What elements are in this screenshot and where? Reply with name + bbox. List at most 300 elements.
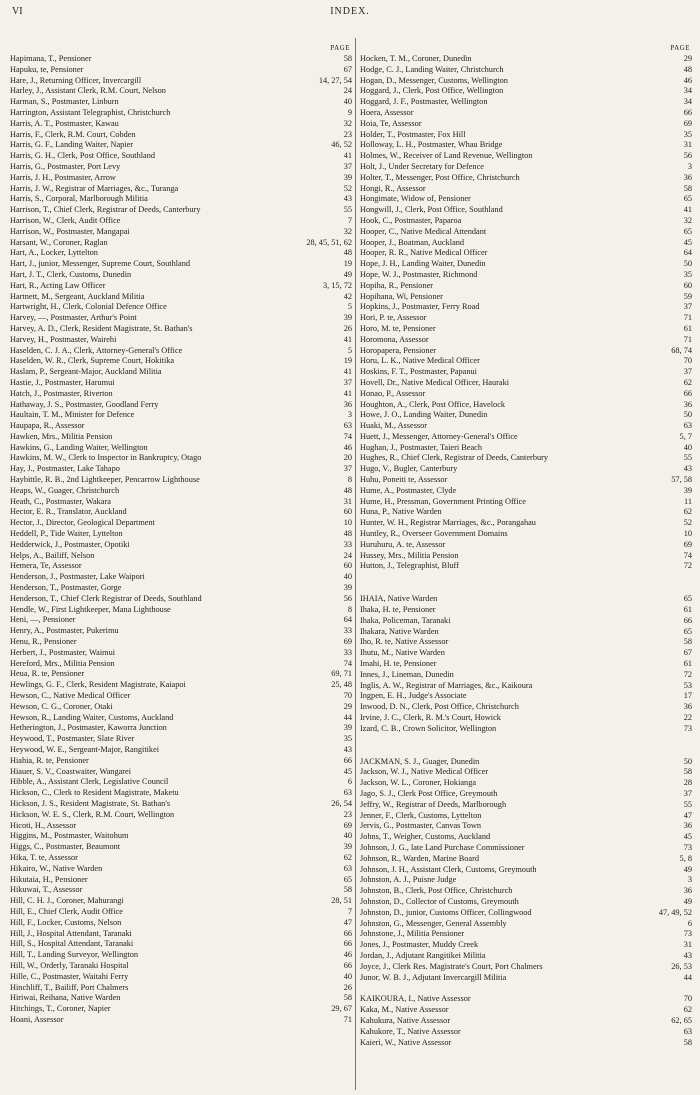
entry-page: 31	[683, 940, 692, 950]
entry-name: Hart, A., Locker, Lyttelton	[10, 248, 98, 258]
entry-page: 6	[347, 777, 352, 787]
entry-page: 63	[343, 788, 352, 798]
entry-page: 49	[343, 269, 352, 279]
entry-name: Haslam, P., Sergeant-Major, Auckland Militia	[10, 367, 162, 377]
entry-name: KAIKOURA, I., Native Assessor	[360, 994, 471, 1004]
index-entry	[10, 615, 352, 626]
index-entry	[10, 972, 352, 983]
index-entry	[360, 919, 692, 930]
index-entry	[10, 659, 352, 670]
entry-page: 39	[683, 485, 692, 495]
entry-page: 34	[683, 86, 692, 96]
entry-page: 52	[343, 183, 352, 193]
index-entry	[360, 681, 692, 692]
entry-page: 72	[683, 561, 692, 571]
page-header	[0, 6, 700, 22]
index-entry	[360, 238, 692, 249]
entry-page: 25, 48	[331, 680, 352, 690]
entry-name: Heywood, W. E., Sergeant-Major, Rangitikei	[10, 745, 160, 754]
index-entry	[10, 993, 352, 1004]
index-entry	[10, 961, 352, 972]
entry-page: 37	[683, 367, 692, 377]
index-entry	[10, 734, 352, 745]
index-entry	[360, 594, 692, 605]
entry-name: Hawken, Mrs., Militia Pension	[10, 431, 113, 441]
index-entry	[10, 65, 352, 76]
entry-name: Irvine, J. C., Clerk, R. M.'s Court, Howick	[360, 713, 501, 723]
index-entry	[360, 65, 692, 76]
entry-name: Henderson, T., Postmaster, Gorge	[10, 583, 122, 593]
entry-name: Johnston, A. J., Puisne Judge	[360, 875, 457, 885]
index-entry	[10, 400, 352, 411]
index-entry	[360, 140, 692, 151]
index-entry	[360, 670, 692, 681]
index-entry	[360, 453, 692, 464]
entry-page: 67	[343, 64, 352, 74]
index-entry	[10, 648, 352, 659]
entry-name: Holt, J., Under Secretary for Defence	[360, 161, 484, 171]
entry-name: Hovell, Dr., Native Medical Officer, Hauraki	[360, 377, 510, 387]
entry-page: 74	[683, 550, 692, 560]
entry-name: Haybittle, R. B., 2nd Lightkeeper, Pencarrow Lighthouse	[10, 475, 200, 485]
index-entry	[360, 875, 692, 886]
entry-page: 47	[683, 810, 692, 820]
index-entry	[10, 626, 352, 637]
entry-page: 70	[343, 691, 352, 701]
entry-page: 43	[683, 950, 692, 960]
entry-name: Hastie, J., Postmaster, Harumui	[10, 377, 115, 387]
entry-name: Honao, P., Assessor	[360, 388, 426, 398]
entry-name: Holder, T., Postmaster, Fox Hill	[360, 129, 466, 139]
entry-page: 10	[683, 529, 692, 539]
entry-page: 19	[343, 356, 352, 366]
index-entry	[10, 551, 352, 562]
entry-page: 39	[343, 583, 352, 593]
entry-name: Hitchings, T., Coroner, Napier	[10, 1004, 111, 1014]
index-entry	[360, 432, 692, 443]
entry-page: 42	[343, 291, 352, 301]
entry-name: Hartnett, M., Sergeant, Auckland Militia	[10, 291, 145, 301]
entry-name: Heywood, T., Postmaster, Slate River	[10, 734, 135, 744]
entry-page: 6	[687, 918, 692, 928]
entry-page: 70	[683, 356, 692, 366]
index-entry	[360, 486, 692, 497]
index-entry	[10, 367, 352, 378]
entry-page: 73	[683, 723, 692, 733]
entry-page: 40	[343, 97, 352, 107]
entry-page: 44	[683, 972, 692, 982]
index-entry	[360, 248, 692, 259]
index-entry	[10, 756, 352, 767]
entry-page: 26	[343, 323, 352, 333]
entry-name: Harrison, T., Chief Clerk, Registrar of Deeds, Canterbury	[10, 205, 201, 215]
index-entry	[360, 1027, 692, 1038]
entry-name: Iho, R. te, Native Assessor	[360, 637, 449, 647]
entry-name: Hill, S., Hospital Attendant, Taranaki	[10, 939, 134, 949]
index-entry	[360, 119, 692, 130]
entry-page: 28, 51	[331, 896, 352, 906]
index-entry	[360, 551, 692, 562]
index-entry	[10, 443, 352, 454]
entry-name: Hawkins, M. W., Clerk to Inspector in Bankruptcy, Otago	[10, 453, 202, 463]
index-entry	[360, 97, 692, 108]
index-entry	[360, 973, 692, 984]
entry-page: 62	[683, 377, 692, 387]
entry-name: Horo, M. te, Pensioner	[360, 323, 436, 333]
entry-page: 56	[343, 593, 352, 603]
entry-name: Hill, E., Chief Clerk, Audit Office	[10, 906, 123, 916]
index-entry	[10, 346, 352, 357]
entry-name: Hill, J., Hospital Attendant, Taranaki	[10, 928, 132, 938]
index-entry	[10, 680, 352, 691]
index-entry	[360, 929, 692, 940]
index-entry	[360, 259, 692, 270]
entry-page: 40	[343, 572, 352, 582]
index-entry	[10, 292, 352, 303]
entry-page: 36	[683, 172, 692, 182]
entry-page: 37	[343, 377, 352, 387]
entry-name: Hiriwai, Reihana, Native Warden	[10, 993, 121, 1003]
entry-name: Joyce, J., Clerk Res. Magistrate's Court, Port Chalmers	[360, 961, 543, 971]
index-entry	[10, 821, 352, 832]
entry-name: Junor, W. B. J., Adjutant Invercargill Militia	[360, 972, 507, 982]
entry-name: Huhu, Poneiti te, Assessor	[360, 475, 448, 485]
entry-page: 50	[683, 756, 692, 766]
entry-page: 66	[683, 388, 692, 398]
entry-name: Hopiha, R., Pensioner	[360, 280, 434, 290]
index-entry	[360, 1016, 692, 1027]
entry-page: 48	[343, 485, 352, 495]
entry-page: 70	[683, 994, 692, 1004]
entry-page: 43	[683, 464, 692, 474]
entry-name: Hugo, V., Bugler, Canterbury	[360, 464, 458, 474]
index-entry	[10, 486, 352, 497]
entry-page: 55	[683, 453, 692, 463]
entry-page: 28	[683, 778, 692, 788]
index-entry	[10, 76, 352, 87]
index-entry	[360, 886, 692, 897]
index-entry	[360, 789, 692, 800]
entry-page: 45	[343, 766, 352, 776]
index-entry	[360, 811, 692, 822]
entry-name: IHAIA, Native Warden	[360, 594, 438, 604]
index-entry	[360, 475, 692, 486]
index-entry	[360, 367, 692, 378]
index-entry	[10, 637, 352, 648]
index-entry	[360, 421, 692, 432]
entry-name: Horomona, Assessor	[360, 334, 429, 344]
entry-page: 37	[683, 302, 692, 312]
index-entry	[360, 940, 692, 951]
entry-page: 65	[683, 594, 692, 604]
entry-name: Henu, R., Pensioner	[10, 637, 77, 647]
entry-page: 3	[687, 875, 692, 885]
entry-name: Horopapera, Pensioner	[360, 345, 437, 355]
index-entry	[10, 885, 352, 896]
entry-page: 66	[683, 107, 692, 117]
entry-page: 14, 27, 54	[318, 75, 352, 85]
index-entry	[360, 378, 692, 389]
index-entry	[360, 54, 692, 65]
index-entry	[10, 151, 352, 162]
entry-page: 66	[343, 755, 352, 765]
index-entry	[360, 637, 692, 648]
entry-name: Jenner, F., Clerk, Customs, Lyttelton	[360, 810, 482, 820]
entry-name: JACKMAN, S. J., Guager, Dunedin	[360, 756, 480, 766]
index-entry	[10, 777, 352, 788]
entry-page: 41	[343, 334, 352, 344]
entry-name: Hawkins, G., Landing Waiter, Wellington	[10, 442, 148, 452]
entry-name: Hope, J. H., Landing Waiter, Dunedin	[360, 259, 486, 269]
entry-page: 32	[343, 118, 352, 128]
entry-name: Johnston, G., Messenger, General Assembly	[360, 918, 507, 928]
index-entry	[360, 1038, 692, 1049]
entry-page: 29, 67	[331, 1004, 352, 1014]
entry-name: Hume, H., Pressman, Government Printing Office	[360, 496, 526, 506]
entry-page: 39	[343, 172, 352, 182]
entry-name: Hewson, R., Landing Waiter, Customs, Auckland	[10, 712, 174, 722]
entry-page: 55	[343, 205, 352, 215]
entry-page: 26	[343, 982, 352, 992]
index-entry	[10, 54, 352, 65]
entry-name: Huruhuru, A. te, Assessor	[360, 539, 446, 549]
entry-name: Johnston, B., Clerk, Post Office, Christchurch	[360, 886, 513, 896]
entry-page: 35	[343, 734, 352, 744]
entry-name: Huntley, R., Overseer Government Domains	[360, 529, 508, 539]
entry-page: 46	[683, 75, 692, 85]
entry-name: Hume, A., Postmaster, Clyde	[360, 485, 457, 495]
index-entry	[10, 140, 352, 151]
index-entry	[360, 410, 692, 421]
entry-name: Johns, T., Weigher, Customs, Auckland	[360, 832, 491, 842]
index-entry	[360, 356, 692, 367]
entry-page: 23	[343, 129, 352, 139]
index-entry	[10, 378, 352, 389]
entry-name: Johnson, J. H., Assistant Clerk, Customs, Greymouth	[360, 864, 537, 874]
index-entry	[360, 130, 692, 141]
entry-name: Ihakara, Native Warden	[360, 626, 439, 636]
entry-page: 52	[683, 518, 692, 528]
index-entry	[10, 162, 352, 173]
entry-name: Hook, C., Postmaster, Paparoa	[360, 215, 462, 225]
entry-name: Ihaka, Policeman, Taranaki	[360, 615, 451, 625]
index-entry	[10, 356, 352, 367]
entry-page: 58	[343, 54, 352, 63]
entry-page: 74	[343, 431, 352, 441]
entry-page: 69	[683, 539, 692, 549]
index-entry	[10, 194, 352, 205]
entry-page: 5	[347, 302, 352, 312]
index-entry	[10, 259, 352, 270]
index-entry	[360, 281, 692, 292]
entry-name: Jago, S. J., Clerk Post Office, Greymouth	[360, 789, 498, 798]
entry-name: Harley, J., Assistant Clerk, R.M. Court, Nelson	[10, 86, 166, 96]
entry-name: Harvey, A. D., Clerk, Resident Magistrate, St. Bathan's	[10, 323, 193, 333]
index-entry	[10, 572, 352, 583]
index-entry	[10, 702, 352, 713]
index-entry	[10, 853, 352, 864]
entry-page: 72	[683, 669, 692, 679]
index-entry	[10, 1015, 352, 1026]
entry-page: 58	[683, 637, 692, 647]
index-entry	[360, 865, 692, 876]
entry-page: 69	[343, 820, 352, 830]
index-entry	[10, 939, 352, 950]
index-entry	[10, 216, 352, 227]
entry-name: Hickson, W. E. S., Clerk, R.M. Court, Wellington	[10, 809, 175, 819]
entry-page: 66	[343, 939, 352, 949]
index-entry	[360, 854, 692, 865]
entry-name: Hopihana, Wi, Pensioner	[360, 291, 443, 301]
entry-name: Howe, J. O., Landing Waiter, Dunedin	[360, 410, 488, 420]
entry-page: 35	[683, 269, 692, 279]
entry-page: 48	[343, 529, 352, 539]
entry-name: Jordan, J., Adjutant Rangitikei Militia	[360, 950, 486, 960]
entry-name: Harrison, W., Postmaster, Mangapai	[10, 226, 130, 236]
entry-name: Hapimana, T., Pensioner	[10, 54, 92, 63]
entry-page: 41	[683, 205, 692, 215]
index-entry	[360, 497, 692, 508]
entry-name: Heni, —, Pensioner	[10, 615, 76, 625]
index-entry	[360, 529, 692, 540]
entry-page: 7	[347, 906, 352, 916]
index-entry	[10, 1004, 352, 1015]
entry-name: Hope, W. J., Postmaster, Richmond	[360, 269, 478, 279]
entry-name: Hill, W., Orderly, Taranaki Hospital	[10, 960, 129, 970]
entry-page: 3	[347, 410, 352, 420]
entry-name: Harvey, —, Postmaster, Arthur's Point	[10, 313, 137, 323]
entry-page: 23	[343, 809, 352, 819]
index-entry	[10, 918, 352, 929]
entry-name: Hoggard, J. F., Postmaster, Wellington	[360, 97, 488, 107]
entry-name: Hika, T. te, Assessor	[10, 852, 78, 862]
index-entry	[360, 897, 692, 908]
index-entry	[10, 389, 352, 400]
entry-page: 62, 65	[671, 1015, 692, 1025]
entry-page: 17	[683, 691, 692, 701]
entry-name: Herbert, J., Postmaster, Waimui	[10, 647, 116, 657]
entry-name: Heath, C., Postmaster, Wakara	[10, 496, 111, 506]
index-entry	[360, 162, 692, 173]
index-entry	[10, 497, 352, 508]
entry-page: 47	[343, 917, 352, 927]
entry-page: 60	[343, 507, 352, 517]
entry-name: Hill, C. H. J., Coroner, Mahurangi	[10, 896, 124, 906]
section-gap	[360, 572, 692, 583]
index-entry	[360, 713, 692, 724]
index-entry	[360, 616, 692, 627]
entry-page: 58	[343, 885, 352, 895]
entry-page: 22	[683, 713, 692, 723]
entry-name: Johnston, D., Collector of Customs, Greymouth	[360, 896, 519, 906]
entry-name: Hicoti, H., Assessor	[10, 820, 77, 830]
entry-name: Hiauer, S. V., Coastwaiter, Wangarei	[10, 766, 132, 776]
entry-page: 69	[343, 637, 352, 647]
entry-page: 73	[683, 929, 692, 939]
entry-page: 28, 45, 51, 62	[306, 237, 352, 247]
index-entry	[360, 216, 692, 227]
entry-name: Jeffry, W., Registrar of Deeds, Marlborough	[360, 799, 507, 809]
section-gap	[360, 746, 692, 757]
index-entry	[360, 302, 692, 313]
entry-page: 71	[343, 1014, 352, 1024]
entry-name: Harris, G. F., Landing Waiter, Napier	[10, 140, 134, 150]
entry-page: 32	[343, 226, 352, 236]
index-entry	[10, 605, 352, 616]
entry-name: Kaka, M., Native Assessor	[360, 1005, 449, 1015]
entry-name: Jackson, W. L., Coroner, Hokianga	[360, 778, 477, 788]
index-entry	[360, 400, 692, 411]
entry-page: 58	[683, 1037, 692, 1047]
index-entry	[10, 810, 352, 821]
entry-page: 58	[343, 993, 352, 1003]
index-entry	[10, 896, 352, 907]
entry-page: 46	[343, 950, 352, 960]
index-entry	[10, 507, 352, 518]
index-entry	[360, 843, 692, 854]
entry-page: 32	[683, 215, 692, 225]
entry-name: Haupapa, R., Assessor	[10, 421, 85, 431]
entry-page: 60	[683, 280, 692, 290]
entry-name: Ingpen, E. H., Judge's Associate	[360, 691, 467, 701]
index-entry	[10, 97, 352, 108]
entry-page: 62	[683, 507, 692, 517]
entry-page: 66	[343, 928, 352, 938]
entry-page: 29	[683, 54, 692, 63]
index-entry	[360, 270, 692, 281]
entry-name: Jervis, G., Postmaster, Canvas Town	[360, 821, 482, 831]
index-entry	[10, 983, 352, 994]
index-entry	[10, 421, 352, 432]
entry-name: Hinchliff, T., Bailiff, Port Chalmers	[10, 982, 129, 992]
index-entry	[10, 929, 352, 940]
index-entry	[10, 86, 352, 97]
index-entry	[10, 324, 352, 335]
entry-name: Higgs, C., Postmaster, Beaumont	[10, 842, 121, 852]
entry-name: Hogan, D., Messenger, Customs, Wellington	[360, 75, 508, 85]
entry-name: Haselden, W. R., Clerk, Supreme Court, Hokitika	[10, 356, 175, 366]
entry-name: Harsant, W., Coroner, Raglan	[10, 237, 108, 247]
index-entry	[360, 108, 692, 119]
entry-page: 5, 8	[679, 853, 692, 863]
entry-page: 71	[683, 313, 692, 323]
entry-page: 69	[683, 118, 692, 128]
index-entry	[360, 507, 692, 518]
index-entry	[360, 659, 692, 670]
entry-page: 9	[347, 107, 352, 117]
entry-page: 36	[683, 399, 692, 409]
entry-page: 68, 74	[671, 345, 692, 355]
index-entry	[360, 702, 692, 713]
entry-page: 39	[343, 723, 352, 733]
entry-page: 33	[343, 539, 352, 549]
index-entry	[360, 778, 692, 789]
entry-name: Imahi, H. te, Pensioner	[360, 659, 437, 669]
entry-name: Henderson, T., Chief Clerk Registrar of Deeds, Southland	[10, 593, 202, 603]
entry-name: Hodge, C. J., Landing Waiter, Christchurch	[360, 64, 504, 74]
entry-page: 63	[343, 421, 352, 431]
entry-name: Haselden, C. J. A., Clerk, Attorney-General's Office	[10, 345, 183, 355]
entry-page: 39	[343, 842, 352, 852]
entry-page: 56	[683, 151, 692, 161]
section-gap	[360, 583, 692, 594]
page-title: INDEX.	[330, 6, 370, 17]
entry-name: Heua, R. te, Pensioner	[10, 669, 85, 679]
entry-page: 59	[683, 291, 692, 301]
entry-name: Harris, J. W., Registrar of Marriages, &c., Turanga	[10, 183, 179, 193]
entry-page: 50	[683, 410, 692, 420]
entry-name: Hartwright, H., Clerk, Colonial Defence Office	[10, 302, 167, 312]
